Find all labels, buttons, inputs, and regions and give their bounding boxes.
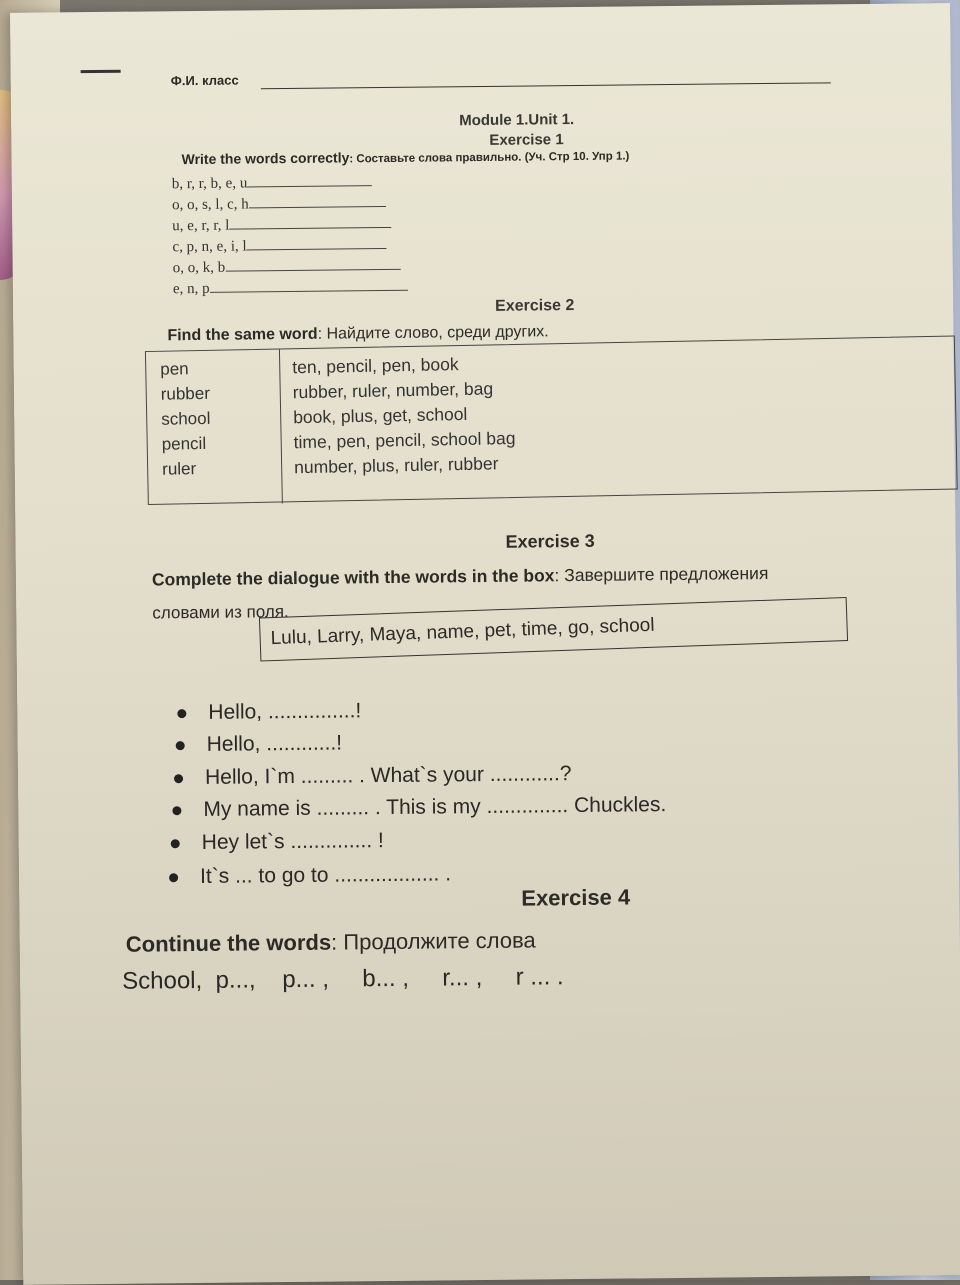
dialogue-text: Hello, I`m ......... . What`s your ............? <box>204 762 572 789</box>
bullet-icon <box>174 774 183 783</box>
scrambled-word-2 <box>172 194 386 214</box>
answer-blank[interactable] <box>229 215 391 230</box>
dialogue-line-6 <box>169 862 451 889</box>
dialogue-line-3 <box>174 762 572 790</box>
table-row-options: number, plus, ruler, rubber <box>293 453 499 478</box>
bullet-icon <box>172 806 181 815</box>
table-row-options: time, pen, pencil, school bag <box>293 427 516 453</box>
scrambled-letters: b, r, r, b, e, u <box>171 175 248 193</box>
table-row-word: rubber <box>160 383 211 404</box>
dialogue-text: My name is ......... . This is my .............. Chuckles. <box>203 793 667 821</box>
word-box <box>259 597 848 661</box>
scrambled-word-5 <box>173 257 401 277</box>
exercise1-instruction <box>181 146 629 167</box>
scrambled-letters: e, n, p <box>172 280 210 298</box>
scrambled-letters: u, e, r, r, l <box>172 217 230 235</box>
bullet-icon <box>177 709 186 718</box>
table-row-word: pen <box>160 359 189 379</box>
name-blank-line <box>261 82 831 89</box>
dialogue-line-1 <box>177 699 361 725</box>
scrambled-word-3 <box>172 215 391 235</box>
table-row-options: ten, pencil, pen, book <box>292 354 459 378</box>
exercise4-instruction <box>126 927 536 957</box>
exercise3-instruction-ru: : Завершите предложения <box>554 563 769 586</box>
scrambled-letters: o, o, s, l, c, h <box>171 196 249 214</box>
scrambled-letters: c, p, n, e, i, l <box>172 238 247 256</box>
answer-blank[interactable] <box>247 173 372 187</box>
dialogue-text: Hello, ...............! <box>208 699 362 724</box>
exercise3-title: Exercise 3 <box>505 530 595 552</box>
answer-blank[interactable] <box>225 257 400 272</box>
worksheet-page <box>10 3 960 1285</box>
word-match-table <box>145 336 958 506</box>
table-row-options: rubber, ruler, number, bag <box>292 378 494 403</box>
exercise2-title: Exercise 2 <box>495 297 575 315</box>
scrambled-letters: o, o, k, b <box>172 259 226 277</box>
answer-blank[interactable] <box>210 278 408 293</box>
exercise2-instruction-en: Find the same word <box>167 325 318 345</box>
exercise4-words: School, p..., p... , b... , r... , r ... . <box>122 963 564 995</box>
word-box-text: Lulu, Larry, Maya, name, pet, time, go, school <box>270 614 655 650</box>
bullet-icon <box>176 741 185 750</box>
exercise1-instruction-ru: : Составьте слова правильно. (Уч. Стр 10. Упр 1.) <box>349 150 630 166</box>
exercise3-instruction-en: Complete the dialogue with the words in the box <box>151 565 555 590</box>
exercise4-instruction-ru: : Продолжите слова <box>330 927 536 955</box>
answer-blank[interactable] <box>247 236 387 250</box>
exercise2-instruction <box>167 323 548 345</box>
dialogue-text: Hello, ............! <box>206 731 343 756</box>
scrambled-word-1 <box>172 173 373 193</box>
exercise2-instruction-ru: : Найдите слово, среди других. <box>317 323 549 343</box>
answer-blank[interactable] <box>249 194 386 208</box>
dialogue-text: Hey let`s .............. ! <box>201 829 384 854</box>
table-row-word: pencil <box>161 433 207 454</box>
exercise1-instruction-en: Write the words correctly <box>181 149 350 168</box>
exercise4-instruction-en: Continue the words <box>125 929 332 957</box>
module-title: Module 1.Unit 1. <box>459 111 575 130</box>
bullet-icon <box>171 839 180 848</box>
exercise3-instruction-ru-2: словами из поля. <box>152 602 289 623</box>
table-divider <box>279 349 283 503</box>
scrambled-word-4 <box>172 236 386 256</box>
table-row-word: ruler <box>162 459 197 479</box>
table-row-word: school <box>161 408 211 429</box>
dialogue-line-4 <box>172 793 666 822</box>
exercise1-title: Exercise 1 <box>489 131 564 149</box>
pen-mark <box>81 70 121 73</box>
bullet-icon <box>169 873 178 882</box>
dialogue-line-2 <box>176 731 343 757</box>
table-row-options: book, plus, get, school <box>293 403 468 428</box>
exercise3-instruction <box>152 563 769 590</box>
fio-label: Ф.И. класс <box>170 72 239 89</box>
exercise4-title: Exercise 4 <box>521 884 631 911</box>
dialogue-text: It`s ... to go to .................. . <box>199 862 452 888</box>
dialogue-line-5 <box>171 829 384 855</box>
scrambled-word-6 <box>173 278 408 298</box>
